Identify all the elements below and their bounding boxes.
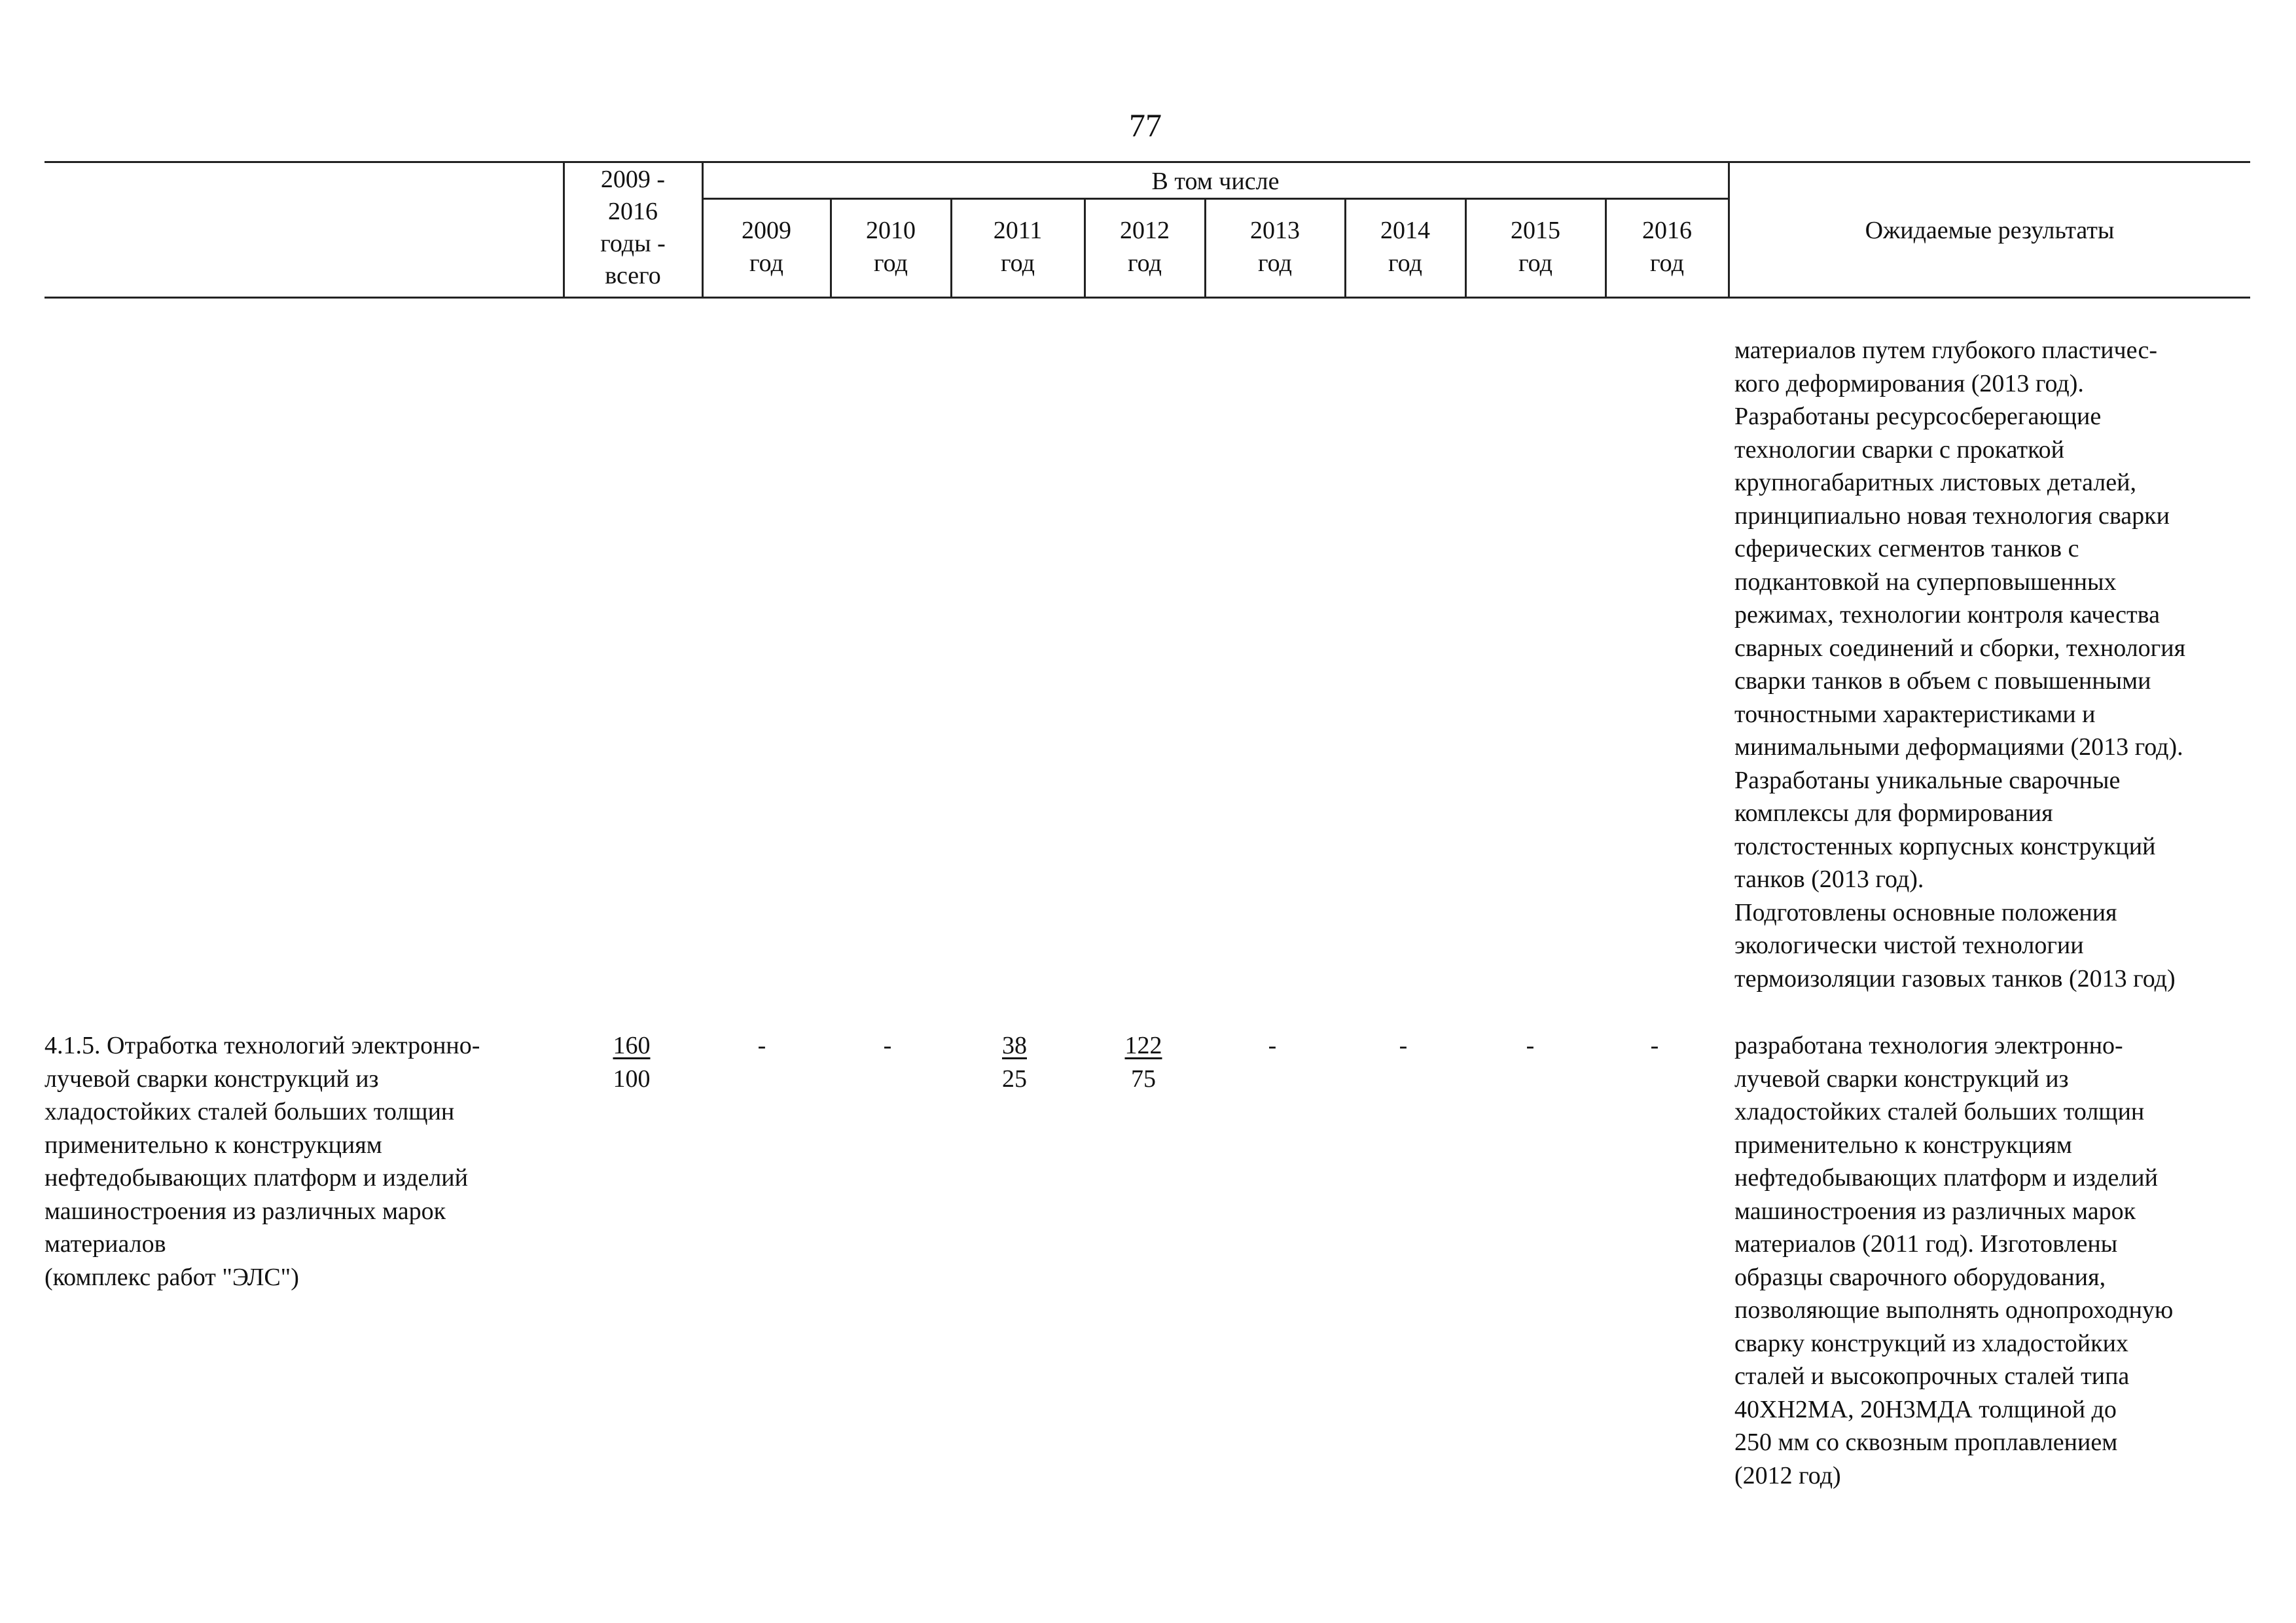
header-year-2013 <box>1206 214 1344 280</box>
header-year-2010 <box>831 214 950 280</box>
text-line: Разработаны уникальные сварочные <box>1734 766 2121 794</box>
header-total-line: 2009 - <box>600 166 666 193</box>
header-total-line: 2016 <box>608 198 658 225</box>
row-total-cell <box>576 1029 687 1095</box>
header-year: 2013 <box>1250 217 1300 244</box>
header-year: 2011 <box>993 217 1043 244</box>
row-2015-value: - <box>1526 1032 1535 1059</box>
text-line: позволяющие выполнять однопроходную <box>1734 1296 2174 1324</box>
text-line: сварки танков в объем с повышенными <box>1734 667 2151 695</box>
text-line: лучевой сварки конструкций из <box>1734 1065 2069 1093</box>
header-bottom-rule <box>45 297 2250 299</box>
row-2012-cell <box>1094 1029 1193 1095</box>
row-title <box>45 1029 480 1294</box>
text-line: применительно к конструкциям <box>45 1131 382 1159</box>
row-2016-value: - <box>1650 1032 1659 1059</box>
text-line: термоизоляции газовых танков (2013 год) <box>1734 964 2176 993</box>
text-line: применительно к конструкциям <box>1734 1131 2072 1159</box>
text-line: сталей и высокопрочных сталей типа <box>1734 1362 2130 1390</box>
header-year-unit: год <box>1001 249 1035 277</box>
header-results-label: Ожидаемые результаты <box>1865 217 2115 244</box>
text-line: машиностроения из различных марок <box>45 1197 446 1225</box>
text-line: подкантовкой на суперповышенных <box>1734 568 2117 596</box>
text-line: хладостойких сталей больших толщин <box>1734 1098 2145 1125</box>
row-2014-value: - <box>1399 1032 1408 1059</box>
row-2011-cell <box>969 1029 1060 1095</box>
row-total-top: 160 <box>613 1032 651 1059</box>
header-year: 2009 <box>742 217 791 244</box>
text-line: технологии сварки с прокаткой <box>1734 435 2064 464</box>
text-line: образцы сварочного оборудования, <box>1734 1263 2106 1291</box>
header-year-unit: год <box>1518 249 1552 277</box>
text-line: материалов (2011 год). Изготовлены <box>1734 1230 2118 1258</box>
text-line: 40ХН2МА, 20Н3МДА толщиной до <box>1734 1395 2117 1423</box>
text-line: материалов путем глубокого пластичес- <box>1734 337 2157 364</box>
header-year: 2015 <box>1511 217 1560 244</box>
row-2010-value: - <box>883 1032 892 1059</box>
header-year-unit: год <box>749 249 783 277</box>
text-line: материалов <box>45 1230 166 1258</box>
header-year-2014 <box>1346 214 1465 280</box>
header-year-unit: год <box>1388 249 1422 277</box>
header-year-unit: год <box>1258 249 1292 277</box>
header-total-line: годы - <box>600 230 666 257</box>
header-year: 2012 <box>1120 217 1170 244</box>
text-line: режимах, технологии контроля качества <box>1734 601 2160 629</box>
header-subrule <box>702 198 1728 200</box>
header-year-unit: год <box>1128 249 1162 277</box>
row-2013-value: - <box>1268 1032 1277 1059</box>
header-year-unit: год <box>1650 249 1684 277</box>
text-line: сварку конструкций из хладостойких <box>1734 1329 2128 1357</box>
header-year: 2016 <box>1642 217 1692 244</box>
page-number: 77 <box>1129 107 1162 143</box>
text-line: 4.1.5. Отработка технологий электронно- <box>45 1032 480 1059</box>
header-year-2011 <box>952 214 1084 280</box>
text-line: точностными характеристиками и <box>1734 700 2096 728</box>
text-line: Разработаны ресурсосберегающие <box>1734 403 2102 430</box>
row-2009-value: - <box>757 1032 766 1059</box>
text-line: Подготовлены основные положения <box>1734 898 2117 926</box>
row-2011-bottom: 25 <box>1002 1065 1027 1093</box>
header-top-rule <box>45 161 2250 163</box>
text-line: нефтедобывающих платформ и изделий <box>45 1164 468 1192</box>
text-line: сферических сегментов танков с <box>1734 535 2079 562</box>
row-results <box>1734 1029 2173 1492</box>
text-line: хладостойких сталей больших толщин <box>45 1098 455 1125</box>
text-line: кого деформирования (2013 год). <box>1734 369 2084 397</box>
row-2012-bottom: 75 <box>1131 1065 1156 1093</box>
text-line: машиностроения из различных марок <box>1734 1197 2136 1225</box>
text-line: крупногабаритных листовых деталей, <box>1734 469 2136 496</box>
row-total-bottom: 100 <box>613 1065 651 1093</box>
text-line: 250 мм со сквозным проплавлением <box>1734 1429 2118 1456</box>
header-year-2016 <box>1606 214 1728 280</box>
text-line: разработана технология электронно- <box>1734 1032 2123 1059</box>
header-including-label: В том числе <box>1151 168 1280 195</box>
text-line: толстостенных корпусных конструкций <box>1734 832 2156 860</box>
text-line: комплексы для формирования <box>1734 799 2053 827</box>
header-year: 2014 <box>1380 217 1430 244</box>
header-total-line: всего <box>605 262 661 289</box>
text-line: нефтедобывающих платформ и изделий <box>1734 1164 2158 1192</box>
text-line: экологически чистой технологии <box>1734 932 2084 959</box>
header-total-column <box>564 164 702 292</box>
row-2011-top: 38 <box>1002 1032 1027 1059</box>
text-line: принципиально новая технология сварки <box>1734 501 2170 530</box>
text-line: сварных соединений и сборки, технология <box>1734 634 2186 662</box>
header-year-2009 <box>703 214 830 280</box>
row-2012-top: 122 <box>1124 1032 1162 1059</box>
header-year: 2010 <box>866 217 916 244</box>
header-year-unit: год <box>874 249 908 277</box>
continued-results <box>1734 334 2185 995</box>
header-year-2012 <box>1085 214 1204 280</box>
text-line: (комплекс работ "ЭЛС") <box>45 1263 299 1291</box>
header-year-2015 <box>1466 214 1605 280</box>
text-line: лучевой сварки конструкций из <box>45 1065 379 1093</box>
text-line: минимальными деформациями (2013 год). <box>1734 733 2183 761</box>
text-line: (2012 год) <box>1734 1461 1841 1489</box>
text-line: танков (2013 год). <box>1734 866 1924 893</box>
